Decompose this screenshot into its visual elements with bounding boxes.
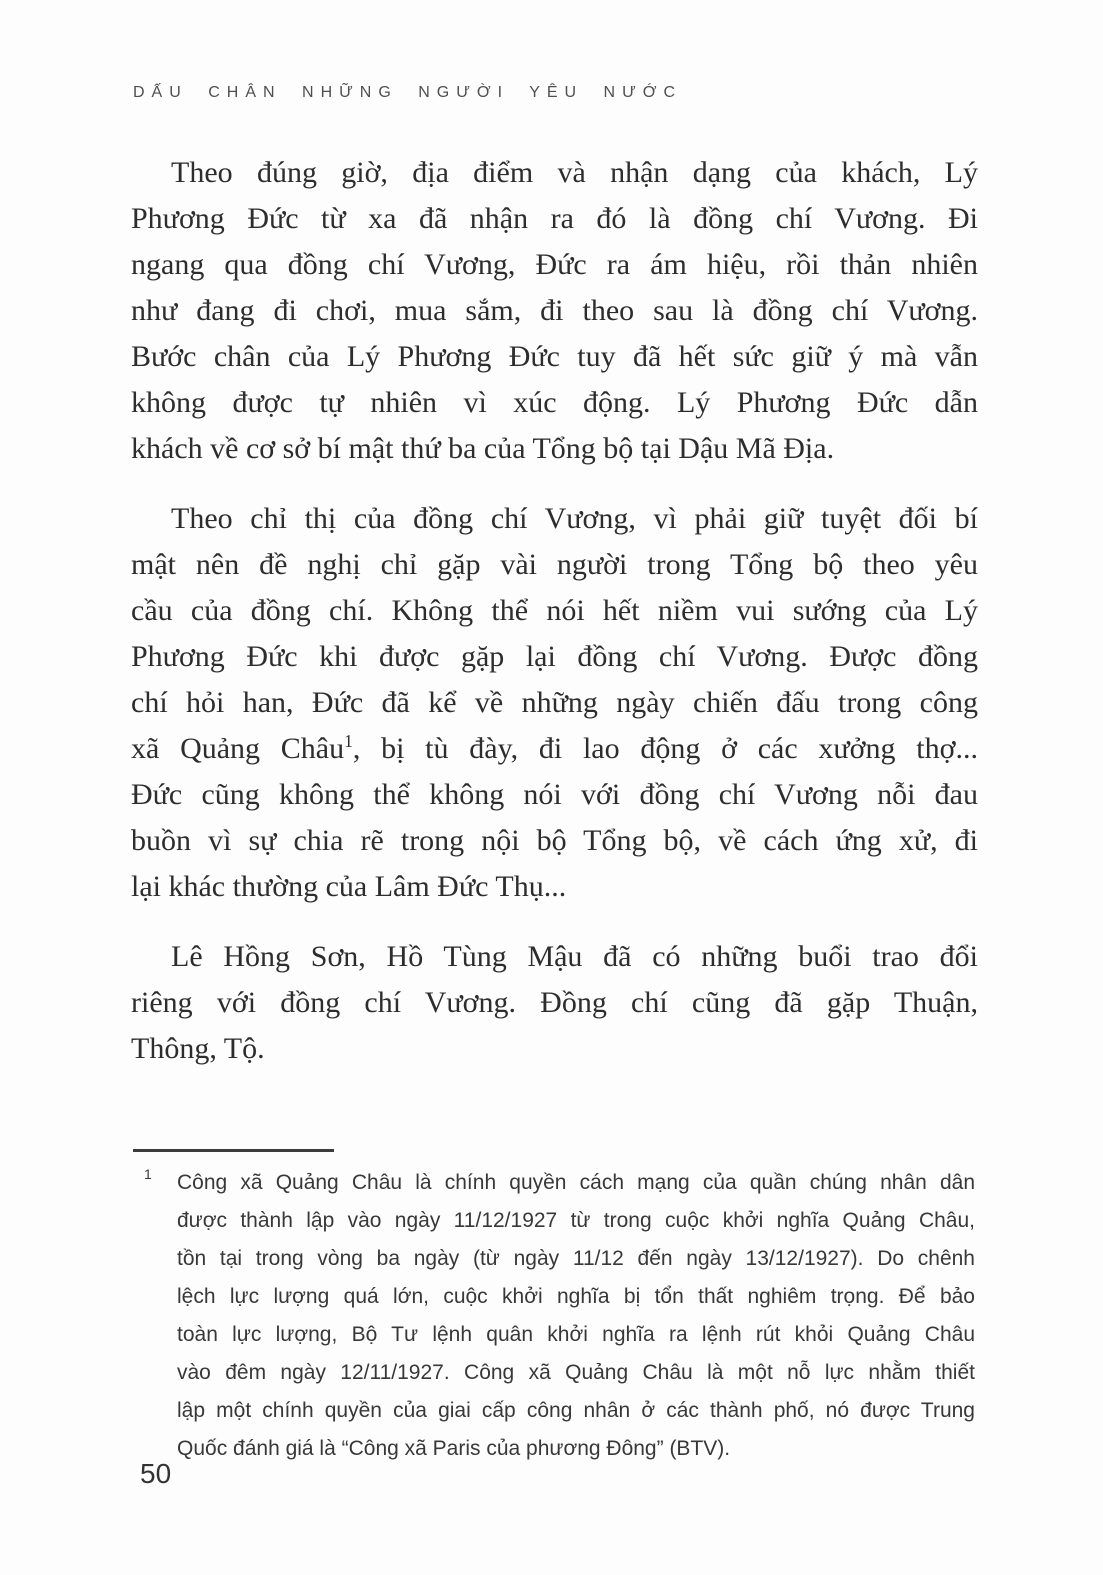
text-line [131,934,978,980]
text-segment: Phương Đức từ xa đã nhận ra đó là đồng chí Vương. Đi [131,202,978,235]
text-segment: Phương Đức khi được gặp lại đồng chí Vương. Được đồng [131,640,978,673]
text-segment: toàn lực lượng, Bộ Tư lệnh quân khởi nghĩa ra lệnh rút khỏi Quảng Châu [177,1323,975,1346]
text-segment: cầu của đồng chí. Không thể nói hết niềm vui sướng của Lý [131,594,978,627]
text-line [131,772,978,818]
footnote-line [177,1316,975,1354]
text-segment: Công xã Quảng Châu là chính quyền cách mạng của quần chúng nhân dân [177,1171,975,1194]
text-line [131,426,978,472]
text-segment: Theo đúng giờ, địa điểm và nhận dạng của khách, Lý [171,156,978,189]
text-line [131,496,978,542]
footnote-line [177,1278,975,1316]
text-line [131,588,978,634]
text-segment: Lê Hồng Sơn, Hồ Tùng Mậu đã có những buổi trao đổi [171,940,978,973]
footnote-text [177,1164,975,1468]
text-segment: chí hỏi han, Đức đã kể về những ngày chiến đấu trong công [131,686,978,719]
text-segment: vào đêm ngày 12/11/1927. Công xã Quảng Châu là một nỗ lực nhằm thiết [177,1361,975,1384]
footnote-line [177,1202,975,1240]
text-segment: khách về cơ sở bí mật thứ ba của Tổng bộ tại Dậu Mã Địa. [131,432,835,465]
text-segment: Đức cũng không thể không nói với đồng chí Vương nỗi đau [131,778,978,811]
footnote-reference: 1 [344,731,353,751]
text-segment: lệch lực lượng quá lớn, cuộc khởi nghĩa bị tổn thất nghiêm trọng. Để bảo [177,1285,975,1308]
text-segment: mật nên đề nghị chỉ gặp vài người trong Tổng bộ theo yêu [131,548,978,581]
text-line [131,242,978,288]
page-number: 50 [140,1458,172,1489]
text-segment: không được tự nhiên vì xúc động. Lý Phương Đức dẫn [131,386,978,419]
paragraph [131,150,978,472]
text-segment: tồn tại trong vòng ba ngày (từ ngày 11/12 đến ngày 13/12/1927). Do chênh [177,1247,975,1270]
paragraph [131,934,978,1072]
text-segment: Bước chân của Lý Phương Đức tuy đã hết sức giữ ý mà vẫn [131,340,978,373]
running-header: DẤU CHÂN NHỮNG NGƯỜI YÊU NƯỚC [133,84,683,101]
footnote-separator [133,1149,334,1152]
text-line [131,542,978,588]
text-line [131,1026,978,1072]
text-segment: ngang qua đồng chí Vương, Đức ra ám hiệu, rồi thản nhiên [131,248,978,281]
text-line [131,196,978,242]
footnote-line [177,1240,975,1278]
text-line [131,726,978,772]
text-segment: , bị tù đày, đi lao động ở các xưởng thợ... [352,732,978,765]
text-line [131,864,978,910]
text-line [131,680,978,726]
text-segment: Theo chỉ thị của đồng chí Vương, vì phải giữ tuyệt đối bí [171,502,978,535]
text-line [131,288,978,334]
text-line [131,380,978,426]
text-segment: lập một chính quyền của giai cấp công nhân ở các thành phố, nó được Trung [177,1399,975,1422]
text-line [131,150,978,196]
footnote-marker: 1 [144,1166,152,1182]
text-segment: được thành lập vào ngày 11/12/1927 từ trong cuộc khởi nghĩa Quảng Châu, [177,1209,975,1232]
text-segment: như đang đi chơi, mua sắm, đi theo sau là đồng chí Vương. [131,294,978,327]
text-segment: riêng với đồng chí Vương. Đồng chí cũng đã gặp Thuận, [131,986,978,1019]
footnote-line [177,1392,975,1430]
footnote-line [177,1164,975,1202]
text-line [131,634,978,680]
paragraph [131,496,978,910]
text-line [131,980,978,1026]
footnote-line [177,1354,975,1392]
text-segment: Quốc đánh giá là “Công xã Paris của phương Đông” (BTV). [177,1437,731,1460]
text-segment: xã Quảng Châu [131,732,345,765]
text-line [131,818,978,864]
footnote-line [177,1430,975,1468]
body-text [131,150,978,1096]
text-segment: buồn vì sự chia rẽ trong nội bộ Tổng bộ, về cách ứng xử, đi [131,824,978,857]
text-line [131,334,978,380]
text-segment: Thông, Tộ. [131,1032,265,1065]
text-segment: lại khác thường của Lâm Đức Thụ... [131,870,567,903]
